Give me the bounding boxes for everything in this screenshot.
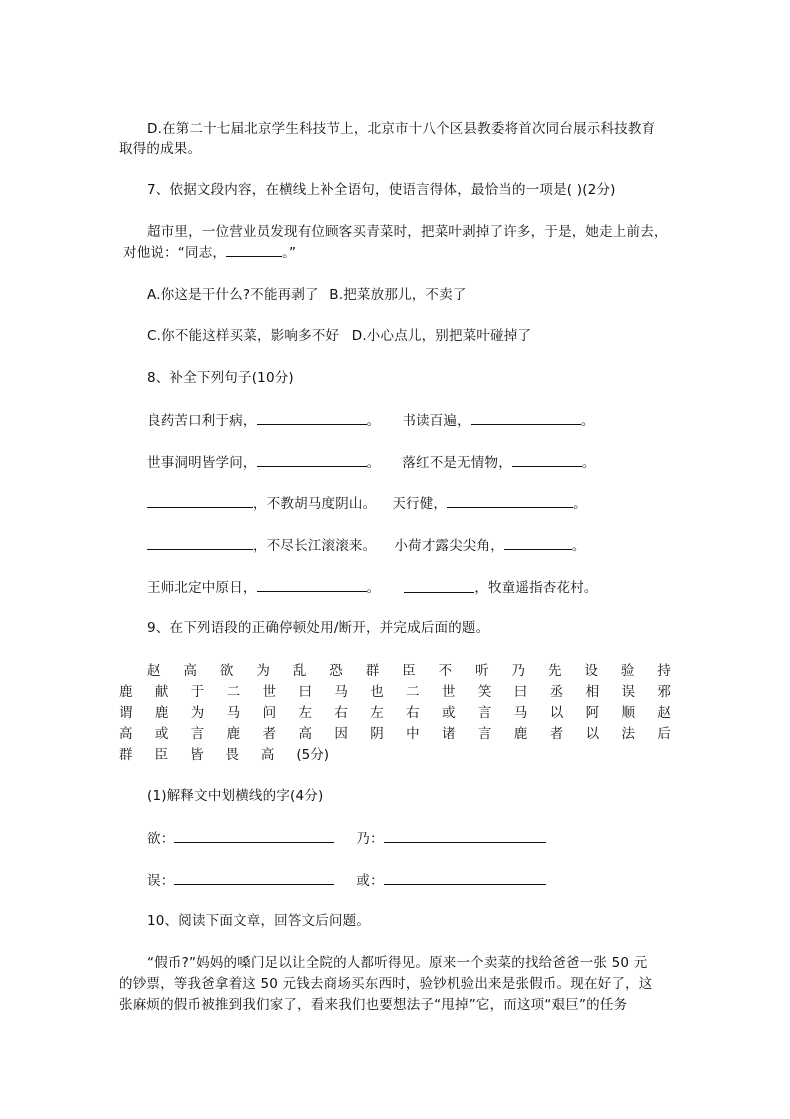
q9-char: 误 <box>621 684 635 700</box>
q8-r4-blank-a[interactable] <box>147 535 253 550</box>
q9-char: 持 <box>657 663 671 679</box>
q10-stem: 10、阅读下面文章，回答文后问题。 <box>147 913 371 929</box>
q9-char: 验 <box>620 663 635 679</box>
q8-row-1 <box>147 410 595 431</box>
q6-option-d-line2: 取得的成果。 <box>119 141 202 157</box>
q8-r3-blank-a[interactable] <box>147 493 253 508</box>
q7-options-ab <box>147 285 467 305</box>
q9-wu-huo-row <box>147 870 546 891</box>
q8-r5-blank-a[interactable] <box>257 577 367 592</box>
q9-char: 言 <box>477 726 492 742</box>
q9-char: 二 <box>406 684 420 700</box>
q9-char: 畏 <box>225 747 239 763</box>
q8-r2-blank-b[interactable] <box>512 452 582 467</box>
q8-r5-text-b: ，牧童遥指杏花村。 <box>474 580 598 596</box>
q9-char: (5分) <box>296 747 329 763</box>
q9-char: 群 <box>119 747 133 763</box>
q8-row-5 <box>147 577 598 598</box>
q9-char: 不 <box>438 663 453 679</box>
q9-char: 也 <box>370 684 384 700</box>
q9-char: 法 <box>621 726 635 742</box>
q9-char: 为 <box>190 705 205 721</box>
q9-char: 世 <box>262 684 277 700</box>
q8-r2-text-b: 落红不是无情物， <box>402 455 512 471</box>
q9-char: 或 <box>154 726 169 742</box>
q9-char: 鹿 <box>513 726 528 742</box>
q8-r1-text-a: 良药苦口利于病， <box>147 413 257 429</box>
q8-r4-end-b: 。 <box>571 538 586 554</box>
q9-nai-label: 乃： <box>356 831 384 847</box>
q8-row-3 <box>147 493 587 514</box>
q10-para-line1: “假币?”妈妈的嗓门足以让全院的人都听得见。原来一个卖菜的找给爸爸一张 50 元 <box>147 955 648 971</box>
q9-char: 笑 <box>477 684 492 700</box>
q8-r1-end-a: 。 <box>366 413 381 429</box>
q7-option-c: C.你不能这样买菜，影响多不好 <box>147 328 340 344</box>
q9-text-row-5 <box>119 745 329 765</box>
q9-char: 鹿 <box>154 705 169 721</box>
q9-wu-label: 误： <box>147 873 175 889</box>
q8-r2-text-a: 世事洞明皆学问， <box>147 455 257 471</box>
q9-char: 言 <box>190 726 205 742</box>
q9-wu-blank[interactable] <box>174 870 334 885</box>
q9-text-row-4 <box>119 724 671 744</box>
q9-char: 因 <box>334 726 348 742</box>
q8-r4-text-a: ，不尽长江滚滚来。 <box>253 538 377 554</box>
q9-char: 邪 <box>657 684 671 700</box>
q9-char: 者 <box>262 726 277 742</box>
q9-yu-blank[interactable] <box>174 828 334 843</box>
q8-r2-blank-a[interactable] <box>257 452 367 467</box>
q8-r2-end-a: 。 <box>366 455 381 471</box>
q8-r3-end-b: 。 <box>573 496 587 512</box>
q9-char: 臣 <box>154 747 168 763</box>
q9-char: 顺 <box>621 705 635 721</box>
q8-r5-end-a: 。 <box>366 580 381 596</box>
q8-r5-text-a: 王师北定中原日， <box>147 580 257 596</box>
q9-char: 以 <box>549 705 564 721</box>
q9-char: 相 <box>585 684 600 700</box>
q9-text-row-1 <box>147 661 671 681</box>
q9-char: 左 <box>298 705 312 721</box>
q9-char: 二 <box>226 684 241 700</box>
q9-char: 马 <box>226 705 241 721</box>
q9-char: 者 <box>549 726 564 742</box>
q9-char: 诸 <box>442 726 456 742</box>
q8-r1-text-b: 书读百遍， <box>402 413 471 429</box>
q8-r1-blank-a[interactable] <box>257 410 367 425</box>
q9-char: 赵 <box>147 663 161 679</box>
q9-char: 中 <box>406 726 420 742</box>
q9-char: 群 <box>365 663 380 679</box>
q9-char: 恐 <box>329 663 343 679</box>
q9-char: 皆 <box>189 747 204 763</box>
q9-char: 高 <box>260 747 275 763</box>
q9-huo-blank[interactable] <box>384 870 546 885</box>
q9-char: 鹿 <box>226 726 241 742</box>
q8-r4-text-b: 小荷才露尖尖角， <box>394 538 504 554</box>
q9-char: 以 <box>585 726 600 742</box>
q9-char: 高 <box>119 726 133 742</box>
q9-yu-nai-row <box>147 828 546 849</box>
q9-char: 谓 <box>119 705 133 721</box>
q9-char: 为 <box>256 663 270 679</box>
q9-char: 欲 <box>219 663 234 679</box>
q9-char: 曰 <box>513 684 528 700</box>
q9-char: 高 <box>183 663 197 679</box>
q9-char: 听 <box>475 663 489 679</box>
q7-option-b: B.把菜放那儿，不卖了 <box>329 287 467 303</box>
q8-r4-blank-b[interactable] <box>504 535 572 550</box>
q9-sub1: (1)解释文中划横线的字(4分) <box>147 788 324 804</box>
q8-r3-text-b: 天行健， <box>392 496 448 512</box>
q9-char: 于 <box>190 684 205 700</box>
q7-passage-suffix: 。” <box>282 245 297 261</box>
q9-char: 后 <box>657 726 671 742</box>
q8-r3-text-a: ，不教胡马度阴山。 <box>253 496 377 512</box>
q9-char: 高 <box>298 726 312 742</box>
q8-r2-end-b: 。 <box>581 455 596 471</box>
q7-options-cd <box>147 326 531 346</box>
q7-stem: 7、依据文段内容，在横线上补全语句，使语言得体，最恰当的一项是( )(2分) <box>147 182 616 198</box>
q9-char: 世 <box>442 684 456 700</box>
q6-option-d-line1: D.在第二十七届北京学生科技节上，北京市十八个区县教委将首次同台展示科技教育 <box>147 121 656 137</box>
q9-char: 言 <box>477 705 492 721</box>
q9-char: 右 <box>334 705 348 721</box>
q8-r1-blank-b[interactable] <box>471 410 581 425</box>
q9-char: 乱 <box>292 663 307 679</box>
q9-char: 设 <box>584 663 598 679</box>
q8-r5-blank-b[interactable] <box>404 578 474 593</box>
q9-char: 献 <box>154 684 169 700</box>
q9-char: 阴 <box>370 726 384 742</box>
q7-passage-prefix: 对他说：“同志， <box>123 245 227 261</box>
q7-answer-blank[interactable] <box>226 242 282 257</box>
q9-char: 马 <box>334 684 348 700</box>
q9-huo-label: 或： <box>356 873 384 889</box>
q8-r1-end-b: 。 <box>580 413 595 429</box>
q9-char: 丞 <box>549 684 564 700</box>
q10-para-line3: 张麻烦的假币被推到我们家了，看来我们也要想法子“甩掉”它，而这项“艰巨”的任务 <box>119 997 628 1013</box>
q7-passage-line1: 超市里，一位营业员发现有位顾客买青菜时，把菜叶剥掉了许多，于是，她走上前去， <box>147 224 668 240</box>
q7-option-a: A.你这是干什么?不能再剥了 <box>147 287 319 303</box>
q8-row-2 <box>147 452 596 473</box>
q9-char: 问 <box>262 705 277 721</box>
q9-char: 马 <box>513 705 528 721</box>
q9-char: 右 <box>406 705 420 721</box>
q7-passage-line2 <box>123 242 296 263</box>
q9-char: 赵 <box>657 705 671 721</box>
q9-text-row-2 <box>119 682 671 702</box>
q9-char: 阿 <box>585 705 600 721</box>
q10-para-line2: 的钞票，等我爸拿着这 50 元钱去商场买东西时，验钞机验出来是张假币。现在好了，这 <box>119 976 653 992</box>
q7-option-d: D.小心点儿，别把菜叶碰掉了 <box>351 328 532 344</box>
q9-char: 或 <box>442 705 456 721</box>
q9-char: 左 <box>370 705 384 721</box>
q8-stem: 8、补全下列句子(10分) <box>147 370 294 386</box>
q9-char: 先 <box>547 663 562 679</box>
q9-char: 臣 <box>402 663 416 679</box>
q9-char: 曰 <box>298 684 312 700</box>
q8-r3-blank-b[interactable] <box>447 493 573 508</box>
q9-text-row-3 <box>119 703 671 723</box>
q8-row-4 <box>147 535 586 556</box>
q9-nai-blank[interactable] <box>384 828 546 843</box>
q9-char: 鹿 <box>119 684 133 700</box>
q9-stem: 9、在下列语段的正确停顿处用/断开，并完成后面的题。 <box>147 620 490 636</box>
q9-yu-label: 欲： <box>147 831 175 847</box>
q9-char: 乃 <box>511 663 526 679</box>
